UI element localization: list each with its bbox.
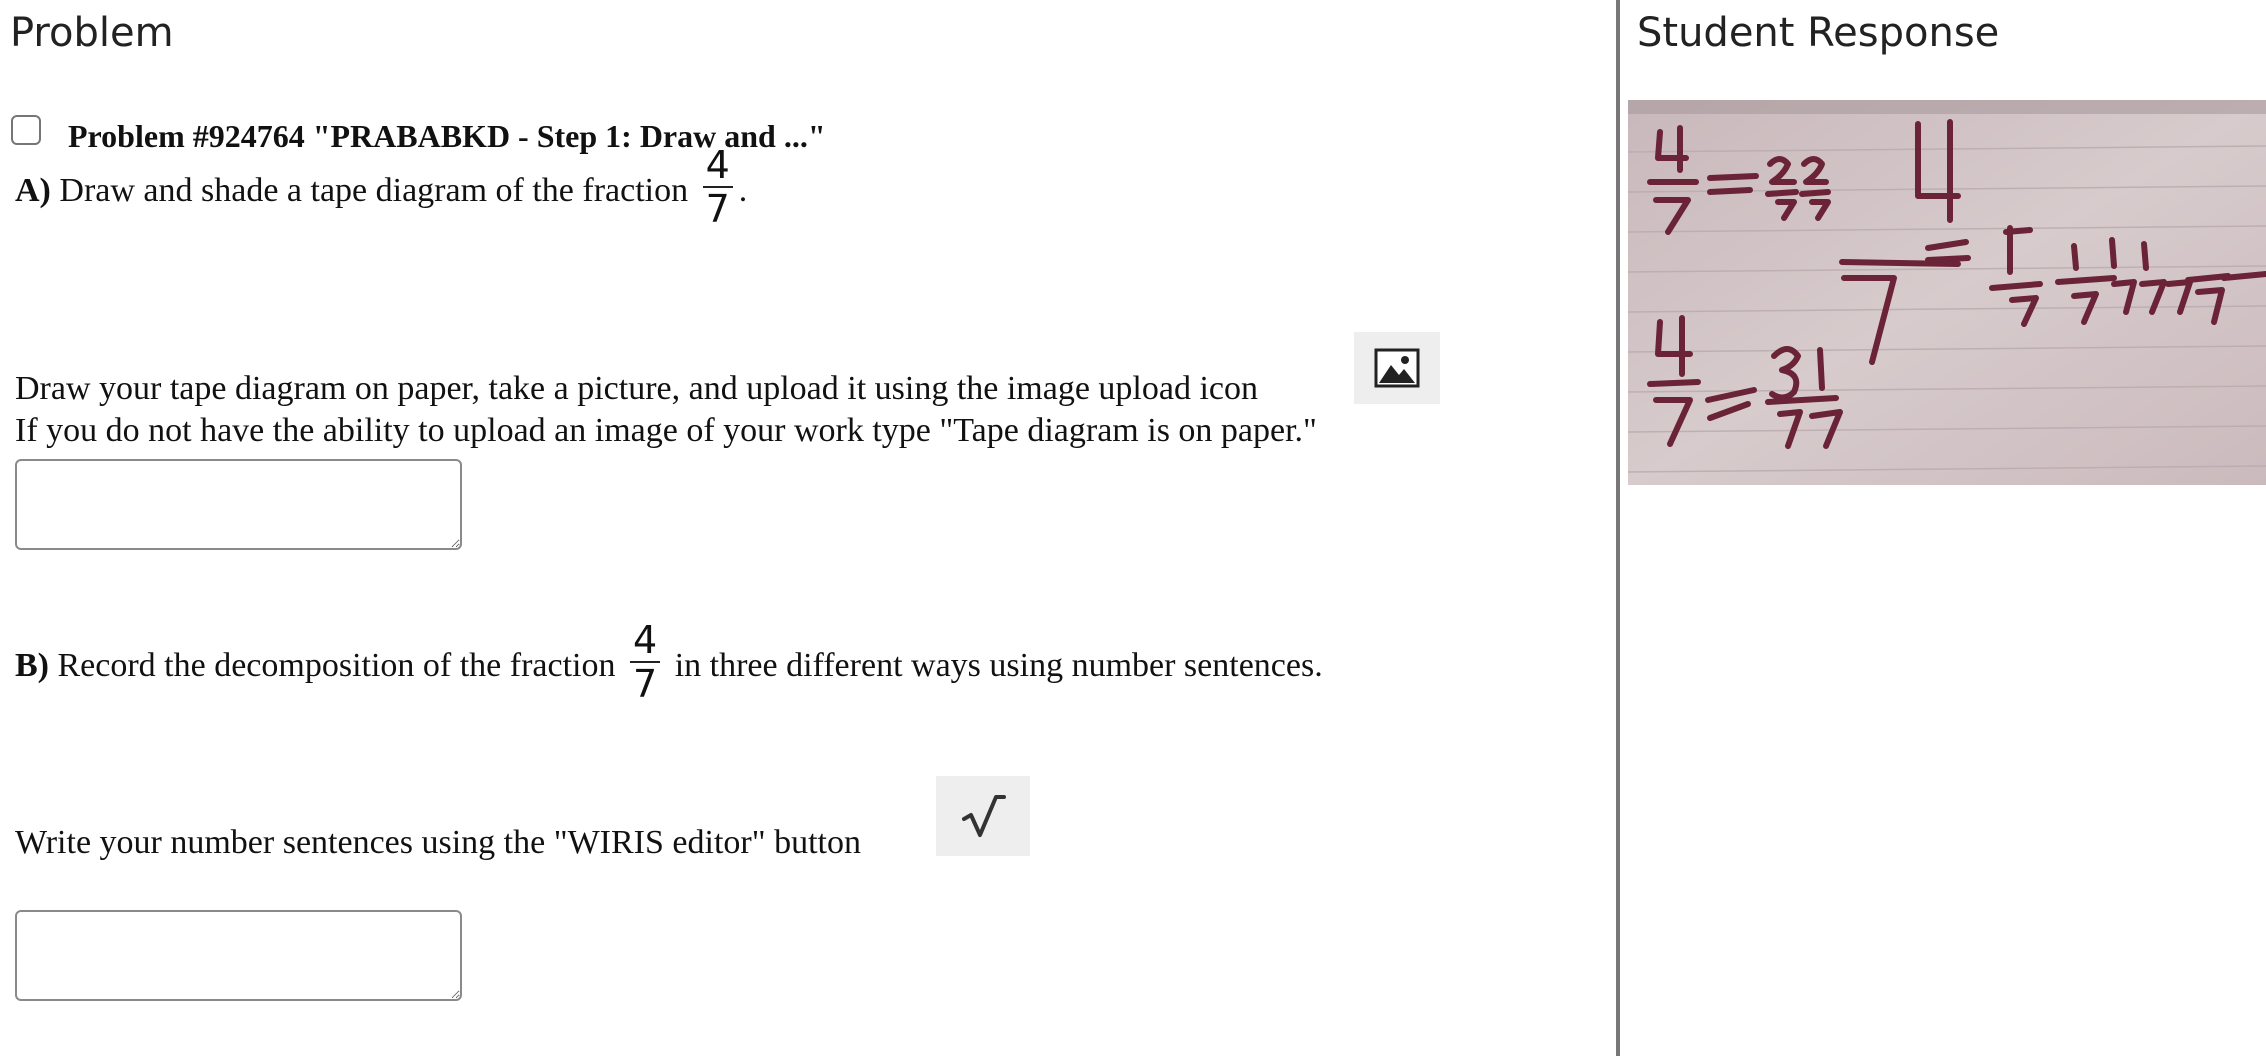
wiris-instruction: Write your number sentences using the "WIRIS editor" button [15,824,861,861]
part-b-text: Record the decomposition of the fraction [57,646,616,684]
answer-b-input[interactable] [15,910,462,1001]
part-b-question [15,618,1323,711]
student-work-photo [1628,100,2266,485]
part-a-denominator: 7 [703,186,733,230]
problem-pane-title: Problem [10,10,174,56]
pane-divider[interactable] [1616,0,1620,1056]
student-response-title: Student Response [1637,10,2000,56]
image-upload-icon [1374,348,1420,388]
part-a-fraction [703,144,733,230]
part-b-denominator: 7 [630,661,660,705]
answer-a-input[interactable] [15,459,462,550]
problem-checkbox[interactable] [11,115,41,145]
part-a-text: Draw and shade a tape diagram of the fraction [59,171,689,209]
no-upload-instruction: If you do not have the ability to upload an image of your work type "Tape diagram is on paper." [15,412,1317,449]
part-a-numerator: 4 [705,143,730,187]
part-b-suffix: in three different ways using number sentences. [674,646,1323,684]
part-b-label: B) [15,646,49,684]
wiris-editor-button[interactable] [936,776,1030,856]
part-a-question [15,143,748,236]
part-a-label: A) [15,171,51,209]
part-a-suffix: . [738,171,748,209]
image-upload-button[interactable] [1354,332,1440,404]
square-root-icon [958,791,1008,841]
part-b-numerator: 4 [633,618,658,662]
problem-header: Problem #924764 "PRABABKD - Step 1: Draw and ..." [68,118,826,154]
part-b-fraction [630,619,660,705]
upload-instruction: Draw your tape diagram on paper, take a picture, and upload it using the image upload icon [15,370,1259,407]
